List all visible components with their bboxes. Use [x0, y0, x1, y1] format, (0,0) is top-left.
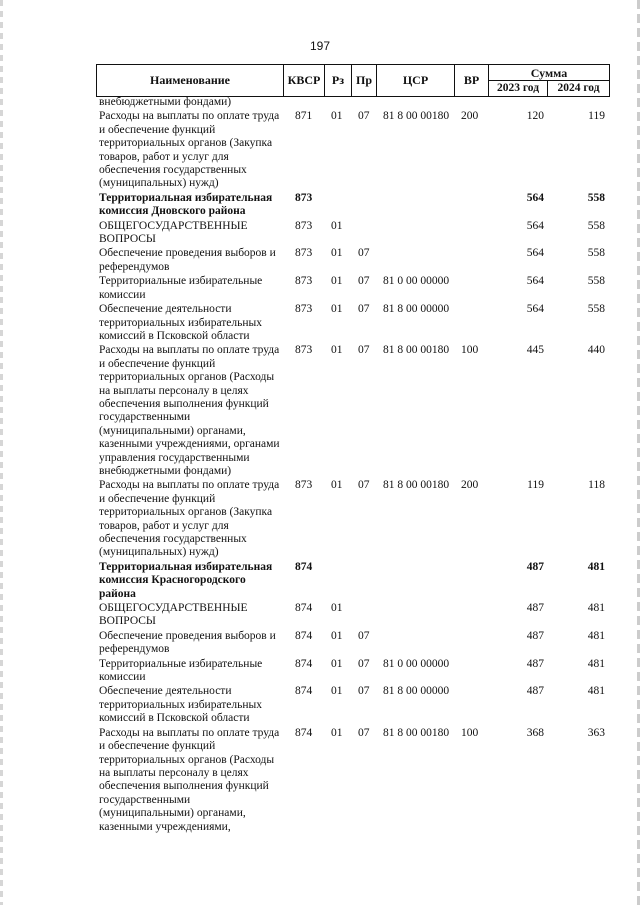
- row-rz: 01: [331, 479, 343, 492]
- row-name: Территориальная избирательная комиссия Красногородского района: [99, 560, 273, 600]
- row-pr: 07: [358, 275, 370, 288]
- row-y2: 558: [587, 219, 605, 232]
- row-name: Территориальные избирательные комиссии: [99, 275, 263, 301]
- row-vr: 100: [461, 726, 479, 739]
- row-name: Территориальные избирательные комиссии: [99, 657, 263, 684]
- row-rz: 01: [331, 344, 343, 357]
- row-kvsr: 874: [295, 685, 313, 698]
- row-name: Расходы на выплаты по оплате труда и обеспечение функций территориальных органов (Закупка товаров, работ и услуг для обеспечения государственных (муниципальных) нужд): [99, 110, 280, 190]
- table-row: [99, 344, 610, 478]
- row-y2: 558: [587, 247, 605, 260]
- row-pr: 07: [358, 303, 370, 316]
- row-kvsr: 873: [295, 191, 313, 204]
- table-row: [99, 247, 610, 274]
- table-row: [99, 685, 610, 725]
- row-kvsr: 874: [295, 657, 313, 670]
- row-y1: 564: [526, 219, 544, 232]
- header-sum: Сумма: [489, 65, 609, 81]
- header-year-2024: 2024 год: [557, 82, 600, 94]
- table-row: [99, 275, 610, 302]
- row-csr: 81 8 00 00180: [383, 344, 450, 357]
- row-pr: 07: [358, 726, 370, 739]
- row-y2: 119: [588, 110, 605, 123]
- row-rz: 01: [331, 726, 343, 739]
- row-y2: 440: [587, 344, 605, 357]
- row-y2: 481: [587, 629, 605, 642]
- row-y1: 487: [526, 629, 544, 642]
- row-y1: 487: [526, 602, 544, 615]
- row-y2: 481: [587, 560, 605, 573]
- row-rz: 01: [331, 629, 343, 642]
- table-row: [99, 602, 610, 629]
- row-y1: 564: [526, 247, 544, 260]
- row-y2: 481: [587, 657, 605, 670]
- row-rz: 01: [331, 247, 343, 260]
- row-name: Расходы на выплаты по оплате труда и обеспечение функций территориальных органов (Расходы на выплаты персоналу в целях обеспечения выполнения функций государственными (муниципальными) органами, казенными учреждениями,: [99, 726, 280, 833]
- row-csr: 81 8 00 00180: [383, 110, 450, 123]
- row-kvsr: 874: [295, 560, 313, 573]
- row-pr: 07: [358, 110, 370, 123]
- row-pr: 07: [358, 247, 370, 260]
- row-y1: 120: [526, 110, 544, 123]
- row-csr: 81 8 00 00000: [383, 303, 450, 316]
- row-y2: 118: [588, 479, 605, 492]
- row-rz: 01: [331, 602, 343, 615]
- row-name: Расходы на выплаты по оплате труда и обеспечение функций территориальных органов (Закупка товаров, работ и услуг для обеспечения государственных (муниципальных) нужд): [99, 479, 280, 559]
- row-csr: 81 8 00 00180: [383, 479, 450, 492]
- row-y1: 487: [526, 685, 544, 698]
- row-name: Обеспечение проведения выборов и референдумов: [99, 629, 276, 656]
- row-y1: 487: [526, 657, 544, 670]
- header-kvsr: КВСР: [284, 65, 325, 96]
- row-y1: 564: [526, 191, 544, 204]
- row-vr: 200: [461, 479, 479, 492]
- row-rz: 01: [331, 685, 343, 698]
- row-name: ОБЩЕГОСУДАРСТВЕННЫЕ ВОПРОСЫ: [99, 219, 248, 246]
- row-name: внебюджетными фондами): [99, 96, 232, 108]
- row-pr: 07: [358, 479, 370, 492]
- header-name: Наименование: [97, 65, 284, 96]
- row-rz: 01: [331, 110, 343, 123]
- header-vr: ВР: [455, 65, 489, 96]
- row-name: Обеспечение проведения выборов и референдумов: [99, 247, 276, 273]
- row-name: Территориальная избирательная комиссия Дновского района: [99, 191, 273, 218]
- row-name: ОБЩЕГОСУДАРСТВЕННЫЕ ВОПРОСЫ: [99, 602, 248, 628]
- row-y1: 368: [526, 726, 544, 739]
- table-row: [99, 658, 610, 685]
- row-y2: 481: [587, 602, 605, 615]
- row-rz: 01: [331, 303, 343, 316]
- row-name: Обеспечение деятельности территориальных избирательных комиссий в Псковской области: [99, 685, 263, 725]
- row-y1: 564: [526, 275, 544, 288]
- row-kvsr: 871: [295, 110, 313, 123]
- row-kvsr: 873: [295, 344, 313, 357]
- table-body: [99, 96, 610, 835]
- row-vr: 200: [461, 110, 479, 123]
- row-y2: 558: [587, 275, 605, 288]
- row-pr: 07: [358, 657, 370, 670]
- row-y1: 564: [526, 303, 544, 316]
- row-pr: 07: [358, 685, 370, 698]
- row-rz: 01: [331, 275, 343, 288]
- row-y1: 119: [527, 479, 544, 492]
- row-kvsr: 873: [295, 479, 313, 492]
- row-kvsr: 874: [295, 726, 313, 739]
- table-row: [99, 727, 610, 834]
- row-kvsr: 873: [295, 247, 313, 260]
- table-row: [99, 630, 610, 657]
- page-number: 197: [309, 39, 331, 53]
- row-vr: 100: [461, 344, 479, 357]
- row-kvsr: 874: [295, 602, 313, 615]
- row-y2: 558: [587, 303, 605, 316]
- row-y2: 363: [587, 726, 605, 739]
- row-y1: 445: [526, 344, 544, 357]
- row-rz: 01: [331, 219, 343, 232]
- table-row: [99, 192, 610, 219]
- row-kvsr: 873: [295, 303, 313, 316]
- row-kvsr: 873: [295, 275, 313, 288]
- row-kvsr: 873: [295, 219, 313, 232]
- table-row: [99, 220, 610, 247]
- table-row: [99, 479, 610, 559]
- table-header: [96, 64, 610, 97]
- row-csr: 81 8 00 00000: [383, 685, 450, 698]
- row-y2: 481: [587, 685, 605, 698]
- header-pr: Пр: [352, 65, 377, 96]
- row-name: Расходы на выплаты по оплате труда и обеспечение функций территориальных органов (Расходы на выплаты персоналу в целях обеспечения выполнения функций государственными (муниципальными) органами, казенными учреждениями, органами управления государственными внебюджетными фондами): [99, 344, 280, 477]
- row-csr: 81 0 00 00000: [383, 275, 450, 288]
- row-csr: 81 0 00 00000: [383, 657, 450, 670]
- row-y2: 558: [587, 191, 605, 204]
- header-year-2023: 2023 год: [489, 81, 548, 96]
- table-row: [99, 110, 610, 190]
- table-row: [99, 303, 610, 343]
- header-rz: Рз: [325, 65, 352, 96]
- row-name: Обеспечение деятельности территориальных избирательных комиссий в Псковской области: [99, 303, 263, 342]
- row-kvsr: 874: [295, 629, 313, 642]
- row-pr: 07: [358, 629, 370, 642]
- row-csr: 81 8 00 00180: [383, 726, 450, 739]
- header-csr: ЦСР: [377, 65, 455, 96]
- row-rz: 01: [331, 657, 343, 670]
- table-row: [99, 561, 610, 601]
- row-pr: 07: [358, 344, 370, 357]
- scan-edge-left: [0, 0, 3, 905]
- row-y1: 487: [526, 560, 544, 573]
- table-row: [99, 96, 610, 109]
